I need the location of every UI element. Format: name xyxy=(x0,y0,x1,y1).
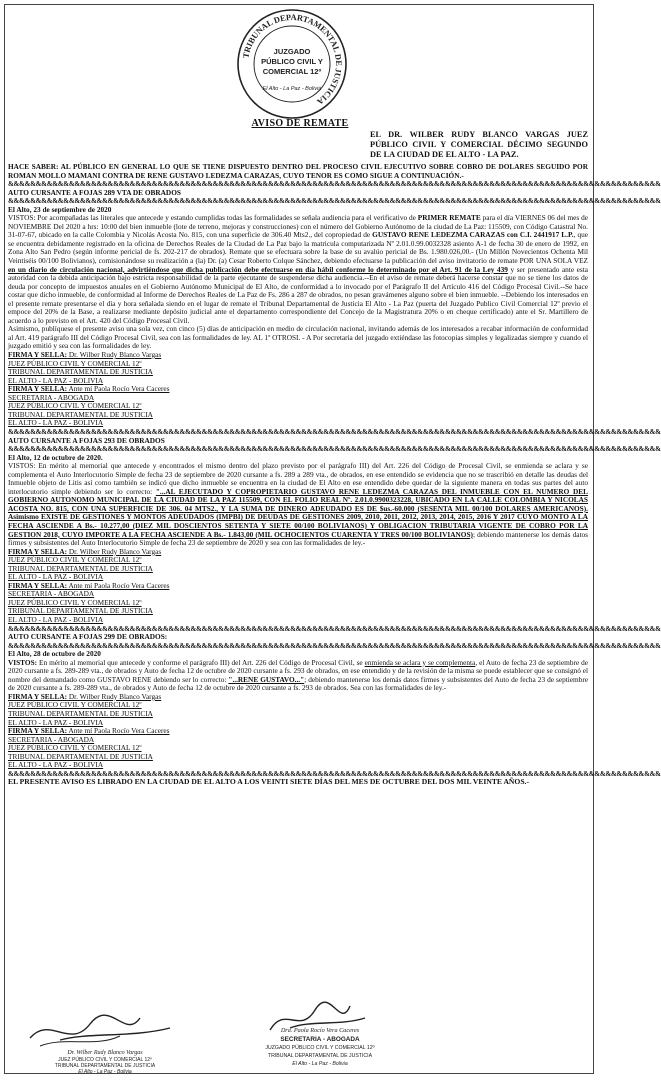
judge-signature-stamp xyxy=(20,1010,190,1074)
signature-line: JUEZ PÚBLICO CIVIL Y COMERCIAL 12º xyxy=(8,401,142,411)
section3-paragraph: VISTOS: En mérito al memorial que antecede y conforme el parágrafo III) del Art. 226 del Código de Procesal Civil, se enmienda se aclara y se complementa, el Auto de fecha 23 de septiembre de 2020 cursante a fs. 289-289 vta., de obrados y Auto de fecha 12 de octubre de 2020 cursante a fs. 293 de obrados, en ese entendido y de la revisión de la misma se puede establecer que se consignó el nombre del demandado como GUSTAVO RENE debiendo ser lo correcto: "...RENE GUSTAVO..."; debiendo mantenerse los demás datos firmes y subsistentes del Auto de fecha 23 de septiembre de 2020 cursante a fs. 289-289 vta., de obrados y Auto de fecha 12 de octubre de 2020 cursante a fs. 293 de obrados. Sea con las formalidades de ley.- xyxy=(8,657,589,693)
court-seal xyxy=(236,8,348,120)
signature-secretary: FIRMA Y SELLA: Ante mí Paola Rocío Vera Caceres xyxy=(8,580,170,590)
stamp-left-line-2: JUEZ PÚBLICO CIVIL Y COMERCIAL 12º xyxy=(58,1057,152,1063)
signature-secretary: FIRMA Y SELLA: Ante mí Paola Rocío Vera Caceres xyxy=(8,384,170,394)
signature-line: JUEZ PÚBLICO CIVIL Y COMERCIAL 12º xyxy=(8,555,142,565)
signature-line: JUEZ PÚBLICO CIVIL Y COMERCIAL 12º xyxy=(8,743,142,753)
separator: &&&&&&&&&&&&&&&&&&&&&&&&&&&&&&&&&&&&&&&&&&&&&&&&&&&&&&&&&&&&&&&&&&&&&&&&&&&&&&&&&&&&&&&&&&&&&&&&&&&&&&&&&&&&&&&&&&&&&& xyxy=(8,197,661,206)
separator: &&&&&&&&&&&&&&&&&&&&&&&&&&&&&&&&&&&&&&&&&&&&&&&&&&&&&&&&&&&&&&&&&&&&&&&&&&&&&&&&&&&&&&&&&&&&&&&&&&&&&&&&&&&&&&&&&&&&&& xyxy=(8,180,661,189)
seal-line-1: JUZGADO xyxy=(273,47,311,56)
section1-paragraph: VISTOS: Por acompañadas las literales que antecede y estando cumplidas todas las formalidades se señala audiencia para el verificativo de PRIMER REMATE para el día VIERNES 06 del mes de NOVIEMBRE Del 2020 a hrs: 10:00 del bien inmueble (lote de terreno, mejoras y construcciones) con el número del Gobierno Autónomo de la ciudad de La Paz: 115509, con Código Catastral No. 31-07-67, ubicado en la calle Colombia y Nicolás Acosta No. 815, con una superficie de 306.40 Mts2., del copropiedad de GUSTAVO RENE LEDEZMA CARAZAS con C.I. 2441917 L.P., que se encuentra debidamente registrado en la oficina de Derechos Reales de la Ciudad de La Paz bajo la matricula computarizada Nº 2.01.0.99.0032328 asiento A-1 de fecha 30 de enero de 1992, en Zona Alto San Pedro (según informe pericial de fs. 202-217 de obrados). Remate que se efectuara sobre la base de su avalúo pericial de Bs. 1.980.026,00.- (Un Millón Novecientos Ochenta Mil Veintiséis 00/100 Bolivianos), comisionándose su realización a (la) Dr. (a) Cesar Roberto Colque Sánchez, debiendo efectuarse la publicación del aviso invitatorio de remate POR UNA SOLA VEZ en un diario de circulación nacional, advirtiéndose que dicha publicación debe efectuarse en día hábil conforme lo determinado por el Art. 91 de la Ley 439 y ser presentado ante esta autoridad con la debida anticipación bajo estricta responsabilidad de la parte ejecutante de suspenderse dicha audiencia.--En el aviso de remate deberá hacerse constar que no se tiene los datos de deuda por concepto de impuestos anuales en el Gobierno Autónomo Municipal de El Alto, de conformidad a lo invocado por el Parágrafo II del Artículo 416 del Código Procesal Civil.--Se hace costar que dicho inmueble, de conformidad al Informe de Derechos Reales de La Paz de Fs. 286 a 287 de obrados, no pesan gravámenes alguno sobre el bien inmueble. --Debiendo los interesados en el presente remate presentarse el día y hora señalada siendo en el lugar de remate el Tribunal Departamental de Justicia El Alto - La Paz (puerta del Juzgado Publico Civil Comercial 12º previo el empoce del 20% de la Base, a realizarse mediante depósito judicial ante el departamento correspondiente del Concejo de la Magistratura 20% o en cheque certificado) ante el Sr. Martillero de acuerdo a lo previsto en el Art. 420 del Código Procesal Civil. xyxy=(8,213,588,325)
secretary-signature-stamp xyxy=(230,1000,400,1076)
signature-line: TRIBUNAL DEPARTAMENTAL DE JUSTICIA xyxy=(8,367,153,377)
section2-heading: AUTO CURSANTE A FOJAS 293 DE OBRADOS xyxy=(8,435,165,445)
signature-line: EL ALTO - LA PAZ - BOLIVIA xyxy=(8,614,104,624)
section3-heading: AUTO CURSANTE A FOJAS 299 DE OBRADOS: xyxy=(8,632,168,642)
section1-heading: AUTO CURSANTE A FOJAS 289 VTA DE OBRADOS xyxy=(8,187,181,197)
stamp-right-line-3: JUZGADO PÚBLICO CIVIL Y COMERCIAL 12º xyxy=(265,1045,375,1051)
signature-line: TRIBUNAL DEPARTAMENTAL DE JUSTICIA xyxy=(8,709,153,718)
signature-line: EL ALTO - LA PAZ - BOLIVIA xyxy=(8,418,104,428)
signature-line: JUEZ PÚBLICO CIVIL Y COMERCIAL 12º xyxy=(8,358,142,368)
stamp-left-line-4: El Alto - La Paz - Bolivia xyxy=(78,1069,132,1075)
notice-title: AVISO DE REMATE xyxy=(251,118,349,129)
signature-line: JUEZ PÚBLICO CIVIL Y COMERCIAL 12º xyxy=(8,597,142,607)
separator: &&&&&&&&&&&&&&&&&&&&&&&&&&&&&&&&&&&&&&&&&&&&&&&&&&&&&&&&&&&&&&&&&&&&&&&&&&&&&&&&&&&&&&&&&&&&&&&&&&&&&&&&&&&&&&&&&&&&&& xyxy=(8,641,661,650)
signature-line: EL ALTO - LA PAZ - BOLIVIA xyxy=(8,760,104,770)
seal-bottom-text: El Alto - La Paz - Bolivia xyxy=(262,86,322,92)
signature-judge: FIRMA Y SELLA: Dr. Wilber Rudy Blanco Vargas xyxy=(8,546,162,556)
section3-date: El Alto, 28 de octubre de 2020 xyxy=(8,649,101,659)
section2-date: El Alto, 12 de octubre de 2020. xyxy=(8,452,103,462)
signature-line: EL ALTO - LA PAZ - BOLIVIA xyxy=(8,572,104,582)
separator: &&&&&&&&&&&&&&&&&&&&&&&&&&&&&&&&&&&&&&&&&&&&&&&&&&&&&&&&&&&&&&&&&&&&&&&&&&&&&&&&&&&&&&&&&&&&&&&&&&&&&&&&&&&&&&&&&&&&&& xyxy=(8,427,661,436)
separator: &&&&&&&&&&&&&&&&&&&&&&&&&&&&&&&&&&&&&&&&&&&&&&&&&&&&&&&&&&&&&&&&&&&&&&&&&&&&&&&&&&&&&&&&&&&&&&&&&&&&&&&&&&&&&&&&&&&&&& xyxy=(8,624,661,633)
seal-ring-text: TRIBUNAL DEPARTAMENTAL DE JUSTICIA xyxy=(241,12,344,107)
signature-line: TRIBUNAL DEPARTAMENTAL DE JUSTICIA xyxy=(8,563,153,573)
signature-judge: FIRMA Y SELLA: Dr. Wilber Rudy Blanco Vargas xyxy=(8,691,162,701)
stamp-right-line-1: Dra. Paola Rocío Vera Caceres xyxy=(280,1027,360,1034)
stamp-left-line-1: Dr. Wilber Rudy Blanco Vargas xyxy=(67,1050,143,1056)
signature-secretary: FIRMA Y SELLA: Ante mí Paola Rocío Vera Caceres xyxy=(8,726,170,736)
signature-line: SECRETARIA - ABOGADA xyxy=(8,734,95,744)
signature-line: TRIBUNAL DEPARTAMENTAL DE JUSTICIA xyxy=(8,606,153,616)
signature-line: EL ALTO - LA PAZ - BOLIVIA xyxy=(8,375,104,385)
stamp-right-line-4: TRIBUNAL DEPARTAMENTAL DE JUSTICIA xyxy=(267,1053,373,1059)
closing-statement: EL PRESENTE AVISO ES LIBRADO EN LA CIUDAD DE EL ALTO A LOS VEINTI SIETE DÍAS DEL MES DE OCTUBRE DEL DOS MIL VEINTE AÑOS.- xyxy=(8,777,529,787)
separator: &&&&&&&&&&&&&&&&&&&&&&&&&&&&&&&&&&&&&&&&&&&&&&&&&&&&&&&&&&&&&&&&&&&&&&&&&&&&&&&&&&&&&&&&&&&&&&&&&&&&&&&&&&&&&&&&&&&&&& xyxy=(8,445,661,454)
stamp-right-line-2: SECRETARIA - ABOGADA xyxy=(280,1036,360,1043)
section1-paragraph-2: Asimismo, publíquese el presente aviso una sola vez, con cinco (5) días de anticipación en medio de circulación nacional, invitando además de los interesados a recabar información de conformidad al Art. 419 parágrafo III del Código Procesal Civil, sea con las formalidades de ley. AL 1º OTROSI. - A Por secretaria del juzgado extiéndase las fotocopias simples y legalizadas siempre y cuando el juzgado emitió y sea con las formalidades de ley. xyxy=(8,324,588,351)
judge-header: EL DR. WILBER RUDY BLANCO VARGAS JUEZ PÚBLICO CIVIL Y COMERCIAL DÉCIMO SEGUNDO DE LA CIUDAD DE EL ALTO - LA PAZ. xyxy=(370,130,588,160)
seal-line-2: PÚBLICO CIVIL Y xyxy=(261,57,323,66)
intro-paragraph: HACE SABER: AL PÚBLICO EN GENERAL LO QUE SE TIENE DISPUESTO DENTRO DEL PROCESO CIVIL EJECUTIVO SOBRE COBRO DE DOLARES SEGUIDO POR ROMAN MOLLO MAMANI CONTRA DE RENE GUSTAVO LEDEZMA CARAZAS, CUYO TENOR ES COMO SIGUE A CONTINUACIÓN.- xyxy=(8,162,588,180)
section1-date: El Alto, 23 de septiembre de 2020 xyxy=(8,204,112,214)
section2-paragraph: VISTOS: En mérito al memorial que antecede y encontrados el mismo dentro del plazo previsto por el parágrafo III) del Art. 226 del Código de Procesal Civil, se enmienda se aclara y se complementa el Auto Interlocutorio Simple de fecha 23 de septiembre de 2020 cursante a fs. 289 a 289 vta., de obrados, en ese entendido se evidencia que no se trascribió en detalle las deudas del Inmueble objeto de Litis así como también se indicó que dicho inmueble se encuentra en la ciudad de El Alto en ese entendido debe quedar de la siguiente manera en todas sus partes del auto interlocutorio simple debiendo ser lo correcto: "...AL EJECUTADO Y COPROPIETARIO GUSTAVO RENE LEDEZMA CARAZAS DEL INMUEBLE CON EL NUMERO DEL GOBIERNO AUTONOMO MUNICIPAL DE LA CIUDAD DE LA PAZ 115509, CON EL FOLIO REAL Nº. 2.01.0.9900323228, UBICADO EN LA CALLE COLOMBIA Y NICOLAS ACOSTA NO. 815, CON UNA SUPERFICIE DE 306. 04 MTS2., Y LA SUMA DE DINERO ADEUDADO ES DE $us.-60.000 (SESENTA MIL 00/100 DOLARES AMERICANOS). Asimismo EXISTE DE GESTIONES Y MONTOS ADEUDADOS (IMPBI) DE DEUDAS DE GESTIONES 2009, 2010, 2011, 2012, 2013, 2014, 2015, 2016 Y 2017 CUYO MONTO A LA FECHA ASCIENDE A Bs.- 10.277,00 (DIEZ MIL DOSCIENTOS SETENTA Y SIETE 00/100 BOLIVIANOS) Y OBLIGACION TRIBUTARIA VIGENTE DE COBRO POR LA GESTION 2018, CUYO IMPORTE A LA FECHA ASCIENDE A Bs.- 1.843,00 (MIL OCHOCIENTOS CUARENTA Y TRES 00/100 BOLIVIANOS); debiendo mantenerse los demás datos firmes y subsistentes del Auto Interlocutorio Simple de fecha 23 de septiembre de 2020 y sea con las formalidades de ley.- xyxy=(8,461,588,548)
signature-line: TRIBUNAL DEPARTAMENTAL DE JUSTICIA xyxy=(8,409,153,419)
document-body xyxy=(8,162,661,787)
separator: &&&&&&&&&&&&&&&&&&&&&&&&&&&&&&&&&&&&&&&&&&&&&&&&&&&&&&&&&&&&&&&&&&&&&&&&&&&&&&&&&&&&&&&&&&&&&&&&&&&&&&&&&&&&&&&&&&&&&& xyxy=(8,769,661,778)
signature-line: TRIBUNAL DEPARTAMENTAL DE JUSTICIA xyxy=(8,751,153,761)
signature-line: SECRETARIA - ABOGADA xyxy=(8,589,95,599)
signature-line: SECRETARIA - ABOGADA xyxy=(8,392,95,402)
stamp-left-line-3: TRIBUNAL DEPARTAMENTAL DE JUSTICIA xyxy=(54,1063,156,1069)
seal-line-3: COMERCIAL 12º xyxy=(262,67,322,76)
signature-line: EL ALTO - LA PAZ - BOLIVIA xyxy=(8,717,104,727)
stamp-right-line-5: El Alto - La Paz - Bolivia xyxy=(292,1061,348,1067)
signature-judge: FIRMA Y SELLA: Dr. Wilber Rudy Blanco Vargas xyxy=(8,350,162,360)
signature-line: JUEZ PÚBLICO CIVIL Y COMERCIAL 12º xyxy=(8,700,142,710)
